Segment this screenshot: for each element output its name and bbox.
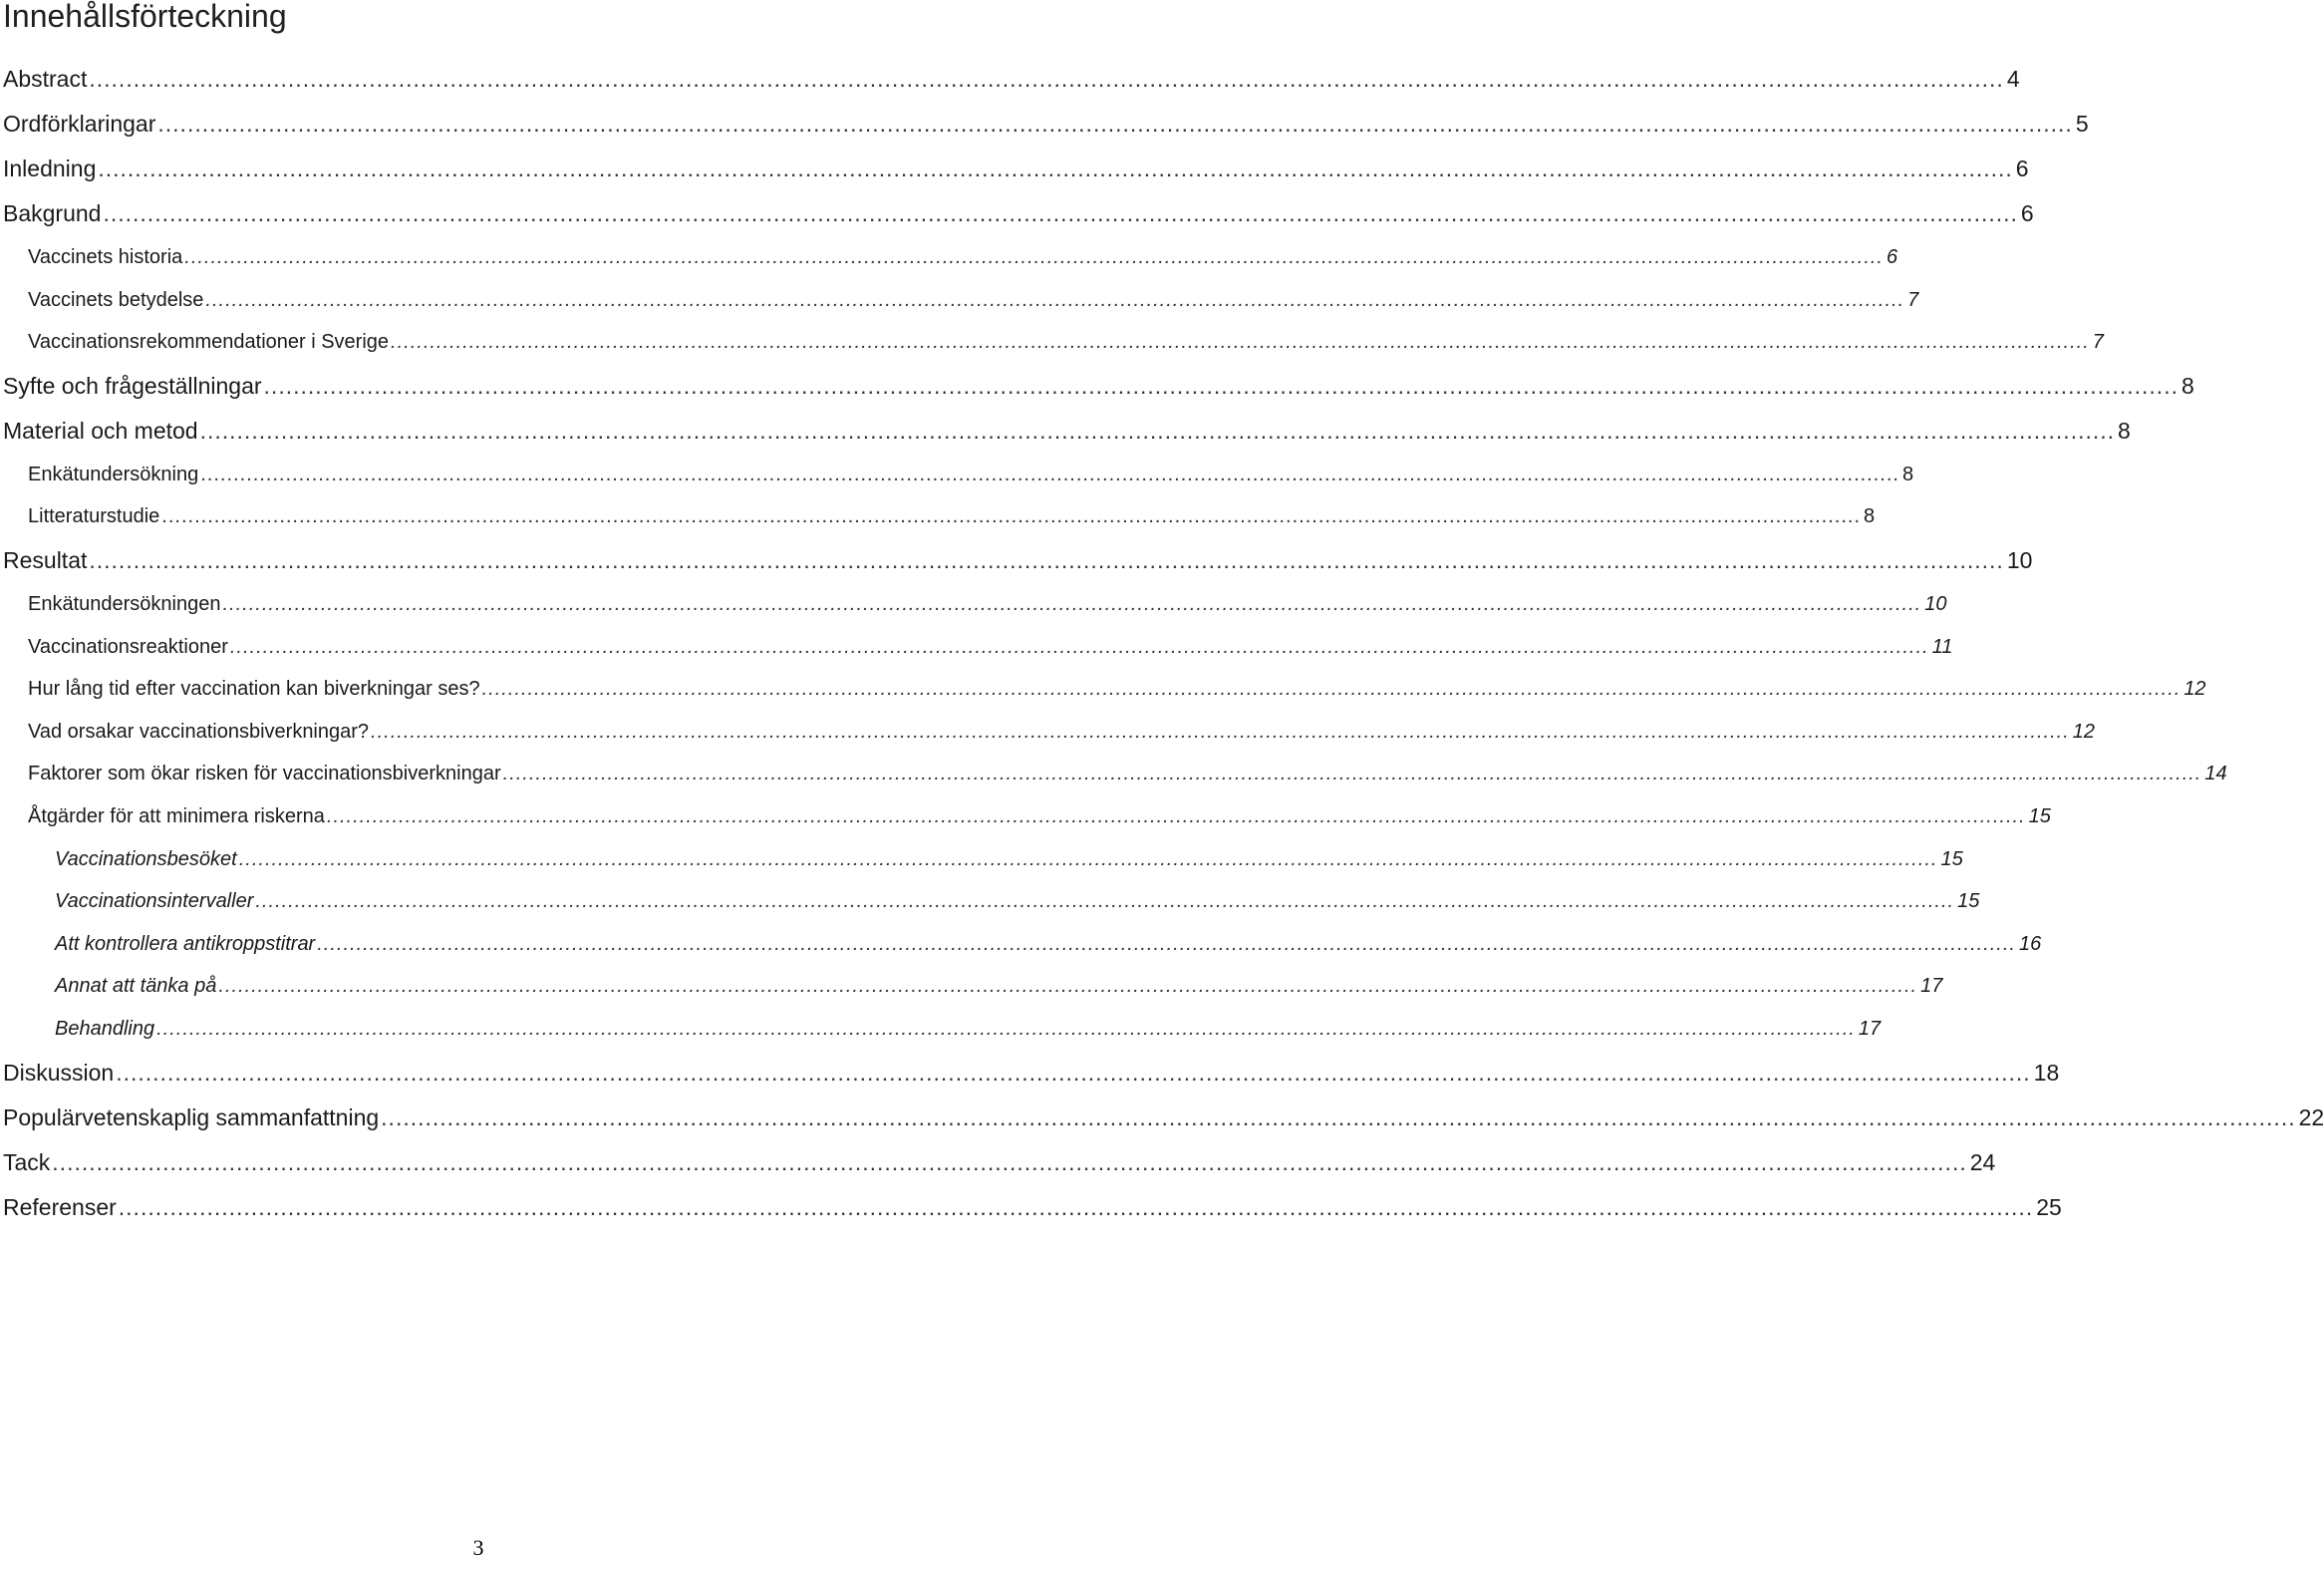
dot-leader: .................................................................................................................................................................................................................................................................... <box>481 678 2181 701</box>
dot-leader: .................................................................................................................................................................................................................................................................... <box>381 1103 2296 1130</box>
toc-entry-page: 8 <box>1901 463 1914 485</box>
toc-entry[interactable] <box>0 711 2096 754</box>
toc-entry-label: Resultat <box>3 546 88 573</box>
toc-entry-label: Enkätundersökningen <box>28 592 221 615</box>
toc-entry-label: Faktorer som ökar risken för vaccinationsbiverkningar <box>28 763 501 785</box>
toc-entry-label: Abstract <box>3 66 88 92</box>
dot-leader: .................................................................................................................................................................................................................................................................... <box>326 804 2026 827</box>
dot-leader: .................................................................................................................................................................................................................................................................... <box>317 932 2016 955</box>
toc-entry-page: 5 <box>2075 111 2089 137</box>
toc-entry[interactable] <box>0 279 1919 322</box>
toc-entry-page: 18 <box>2033 1059 2060 1086</box>
toc-entry-label: Ordförklaringar <box>3 111 156 137</box>
toc-entry[interactable] <box>0 838 1963 881</box>
toc-title: Innehållsförteckning <box>3 0 287 34</box>
dot-leader: .................................................................................................................................................................................................................................................................... <box>116 1059 2031 1086</box>
dot-leader: .................................................................................................................................................................................................................................................................... <box>218 975 1918 998</box>
toc-entry-label: Bakgrund <box>3 200 102 226</box>
toc-entry[interactable] <box>0 668 2206 711</box>
dot-leader: .................................................................................................................................................................................................................................................................... <box>157 111 2073 137</box>
toc-entry[interactable] <box>0 454 1914 496</box>
toc-entry-page: 15 <box>1957 890 1980 913</box>
toc-entry-page: 17 <box>1858 1017 1882 1040</box>
toc-entry-label: Hur lång tid efter vaccination kan biverkningar ses? <box>28 678 480 701</box>
toc-entry[interactable] <box>0 1051 2060 1096</box>
toc-entry-page: 11 <box>1931 635 1953 658</box>
toc-entry[interactable] <box>0 538 2033 583</box>
toc-entry[interactable] <box>0 880 1980 923</box>
toc-entry-label: Vaccinets betydelse <box>28 288 204 311</box>
toc-entry-page: 7 <box>2092 331 2104 354</box>
dot-leader: .................................................................................................................................................................................................................................................................... <box>89 546 2004 573</box>
dot-leader: .................................................................................................................................................................................................................................................................... <box>391 331 2090 354</box>
toc-entry-label: Vad orsakar vaccinationsbiverkningar? <box>28 720 370 743</box>
toc-entry-page: 25 <box>2036 1193 2062 1220</box>
toc-entry-label: Vaccinationsreaktioner <box>28 635 228 658</box>
toc-entry[interactable] <box>0 626 1953 669</box>
toc-entry[interactable] <box>0 753 2227 795</box>
toc-entry-page: 4 <box>2006 66 2020 92</box>
dot-leader: .................................................................................................................................................................................................................................................................... <box>263 372 2179 399</box>
toc-entry-label: Material och metod <box>3 417 198 444</box>
dot-leader: .................................................................................................................................................................................................................................................................... <box>52 1148 1967 1175</box>
toc-entry-label: Vaccinets historia <box>28 246 183 268</box>
toc-entry-label: Annat att tänka på <box>55 975 217 998</box>
toc-entry-label: Vaccinationsbesöket <box>55 847 237 870</box>
dot-leader: .................................................................................................................................................................................................................................................................... <box>205 288 1905 311</box>
dot-leader: .................................................................................................................................................................................................................................................................... <box>156 1017 1856 1040</box>
toc-entry[interactable] <box>0 1008 1882 1051</box>
toc-entry[interactable] <box>0 583 1947 626</box>
toc-entry-page: 6 <box>1887 246 1898 268</box>
toc-entry-label: Vaccinationsrekommendationer i Sverige <box>28 331 390 354</box>
toc-entry-page: 14 <box>2204 763 2227 785</box>
toc-entry[interactable] <box>0 495 1876 538</box>
toc-entry-page: 12 <box>2183 678 2206 701</box>
dot-leader: .................................................................................................................................................................................................................................................................... <box>199 417 2116 444</box>
toc-entry-page: 7 <box>1907 288 1919 311</box>
toc-entry-label: Inledning <box>3 156 97 181</box>
toc-entry-label: Att kontrollera antikroppstitrar <box>55 932 316 955</box>
toc-entry-label: Vaccinationsintervaller <box>55 890 254 913</box>
toc-entry-page: 16 <box>2018 932 2042 955</box>
toc-entry-page: 6 <box>2020 200 2034 226</box>
toc-entry-label: Litteraturstudie <box>28 505 160 528</box>
toc-entry[interactable] <box>0 321 2104 364</box>
toc-entry-label: Populärvetenskaplig sammanfattning <box>3 1103 380 1130</box>
toc-entry[interactable] <box>0 57 2020 102</box>
dot-leader: .................................................................................................................................................................................................................................................................... <box>502 763 2202 785</box>
toc-entry-page: 10 <box>1924 592 1947 615</box>
toc-entry[interactable] <box>0 965 1943 1008</box>
dot-leader: .................................................................................................................................................................................................................................................................... <box>229 635 1929 658</box>
toc-entry-page: 24 <box>1969 1148 1996 1175</box>
toc-entry-label: Referenser <box>3 1193 117 1220</box>
toc-entry[interactable] <box>0 1096 2324 1140</box>
toc-entry-label: Diskussion <box>3 1059 115 1086</box>
toc-entry[interactable] <box>0 364 2194 409</box>
toc-entry[interactable] <box>0 795 2051 838</box>
page-number: 3 <box>472 1535 484 1560</box>
dot-leader: .................................................................................................................................................................................................................................................................... <box>161 505 1862 528</box>
dot-leader: .................................................................................................................................................................................................................................................................... <box>255 890 1955 913</box>
toc-entry-page: 15 <box>1940 847 1963 870</box>
toc-entry-label: Syfte och frågeställningar <box>3 372 262 399</box>
dot-leader: .................................................................................................................................................................................................................................................................... <box>118 1193 2034 1220</box>
dot-leader: .................................................................................................................................................................................................................................................................... <box>222 592 1922 615</box>
toc-entry-page: 10 <box>2006 546 2033 573</box>
toc-entry[interactable] <box>0 409 2131 454</box>
toc-entry-page: 22 <box>2298 1103 2324 1130</box>
toc-entry[interactable] <box>0 236 1898 279</box>
toc-entry-page: 8 <box>1864 505 1876 528</box>
dot-leader: .................................................................................................................................................................................................................................................................... <box>238 847 1938 870</box>
toc-entry-page: 17 <box>1920 975 1943 998</box>
dot-leader: .................................................................................................................................................................................................................................................................... <box>98 156 2013 181</box>
dot-leader: .................................................................................................................................................................................................................................................................... <box>103 200 2018 226</box>
toc-entry[interactable] <box>0 102 2089 147</box>
toc-entry[interactable] <box>0 1140 1996 1185</box>
toc-entry-page: 15 <box>2028 804 2051 827</box>
toc-entry[interactable] <box>0 191 2034 236</box>
dot-leader: .................................................................................................................................................................................................................................................................... <box>371 720 2070 743</box>
toc-entry-label: Tack <box>3 1148 51 1175</box>
toc-entry-page: 6 <box>2015 156 2029 181</box>
dot-leader: .................................................................................................................................................................................................................................................................... <box>89 66 2004 92</box>
toc-entry[interactable] <box>0 147 2029 191</box>
dot-leader: .................................................................................................................................................................................................................................................................... <box>200 463 1899 485</box>
toc-entry[interactable] <box>0 1185 2062 1230</box>
toc-entry-label: Behandling <box>55 1017 155 1040</box>
toc-entry-label: Åtgärder för att minimera riskerna <box>28 804 325 827</box>
toc-entry-page: 12 <box>2072 720 2096 743</box>
dot-leader: .................................................................................................................................................................................................................................................................... <box>184 246 1884 268</box>
table-of-contents <box>0 57 2324 1230</box>
toc-entry-page: 8 <box>2118 417 2131 444</box>
toc-entry-page: 8 <box>2180 372 2194 399</box>
toc-entry-label: Enkätundersökning <box>28 463 199 485</box>
toc-entry[interactable] <box>0 923 2042 966</box>
